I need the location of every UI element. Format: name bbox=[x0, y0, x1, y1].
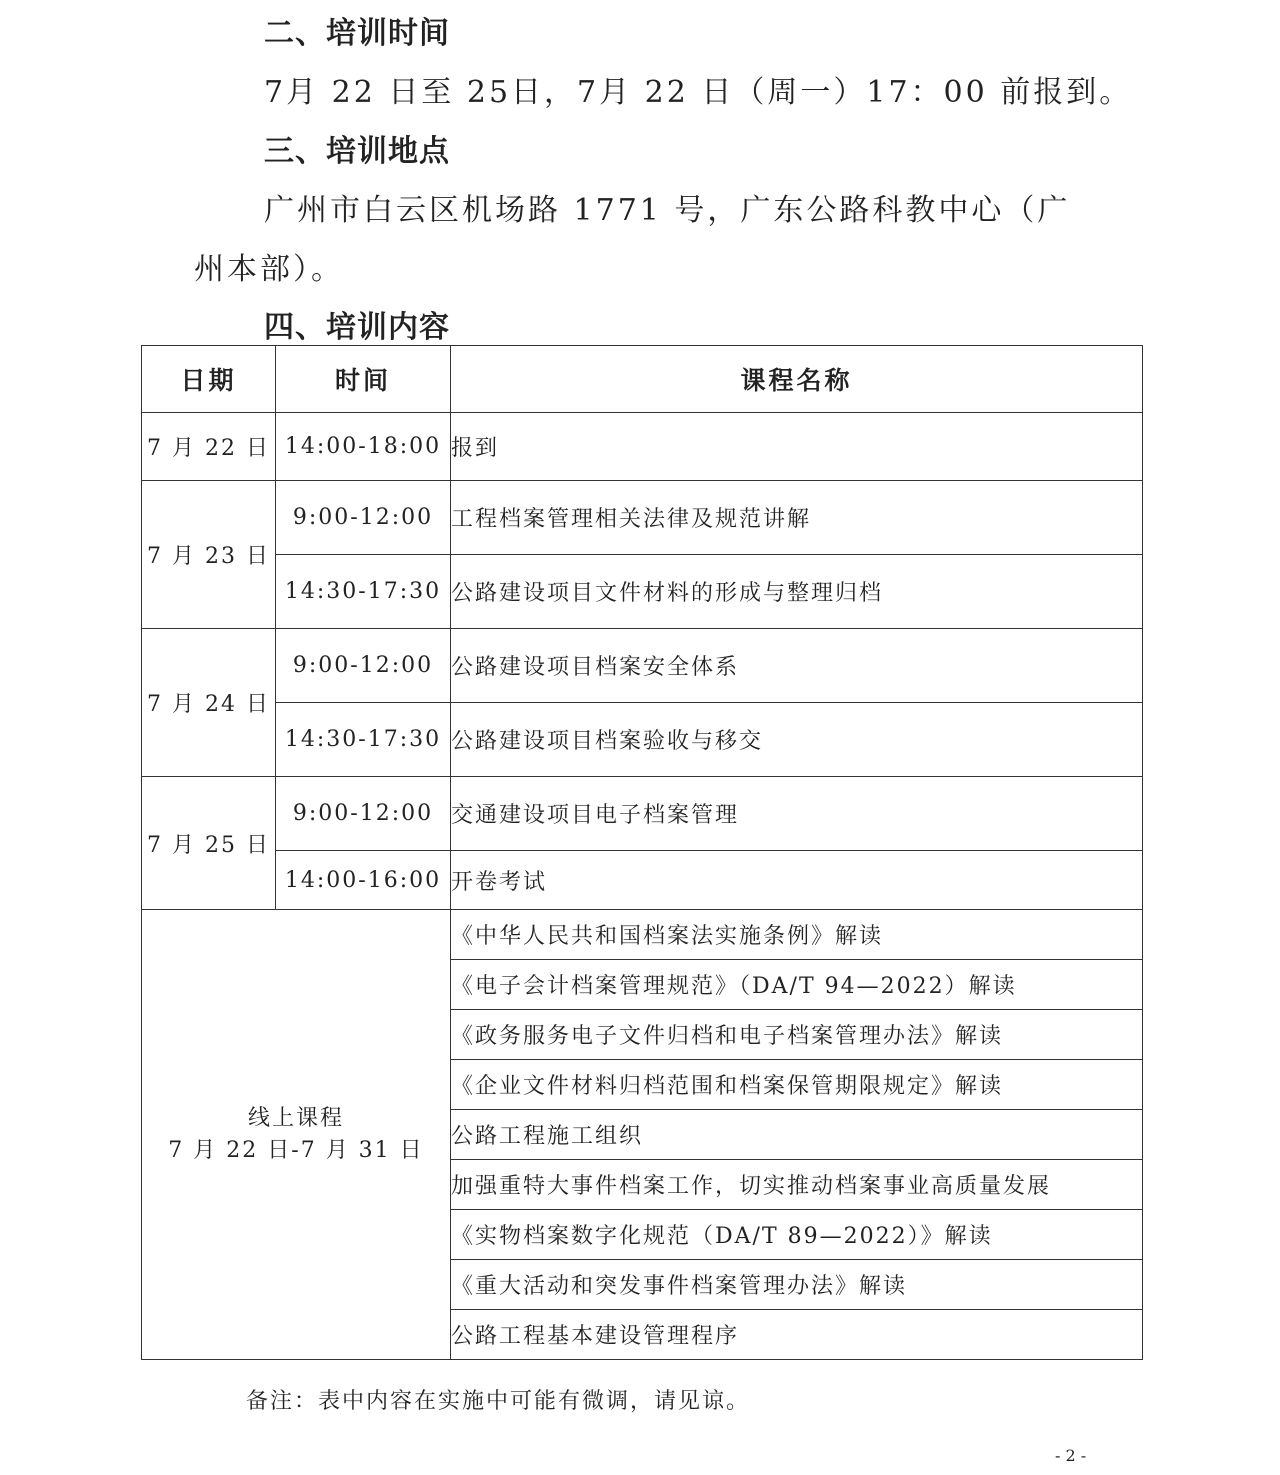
table-row bbox=[142, 413, 1143, 481]
table-row bbox=[142, 481, 1143, 555]
course-cell: 报到 bbox=[451, 413, 1143, 481]
course-cell: 工程档案管理相关法律及规范讲解 bbox=[451, 481, 1143, 555]
table-row bbox=[142, 777, 1143, 851]
date-cell: 7 月 24 日 bbox=[142, 629, 276, 777]
section-3-body-line2: 州本部）。 bbox=[194, 252, 344, 287]
header-time: 时间 bbox=[276, 346, 451, 413]
time-cell: 9:00-12:00 bbox=[276, 629, 451, 703]
course-cell: 交通建设项目电子档案管理 bbox=[451, 777, 1143, 851]
online-course-cell: 公路工程施工组织 bbox=[451, 1110, 1143, 1160]
table-row bbox=[142, 851, 1143, 910]
online-course-cell: 《政务服务电子文件归档和电子档案管理办法》解读 bbox=[451, 1010, 1143, 1060]
online-course-range: 7 月 22 日-7 月 31 日 bbox=[168, 1137, 424, 1163]
date-cell: 7 月 23 日 bbox=[142, 481, 276, 629]
course-cell: 公路建设项目档案安全体系 bbox=[451, 629, 1143, 703]
online-course-cell: 《企业文件材料归档范围和档案保管期限规定》解读 bbox=[451, 1060, 1143, 1110]
table-row bbox=[142, 910, 1143, 960]
time-cell: 9:00-12:00 bbox=[276, 481, 451, 555]
table-row bbox=[142, 629, 1143, 703]
training-schedule-table bbox=[141, 345, 1143, 1360]
online-course-cell: 公路工程基本建设管理程序 bbox=[451, 1310, 1143, 1360]
online-course-cell: 《电子会计档案管理规范》（DA/T 94—2022）解读 bbox=[451, 960, 1143, 1010]
date-cell: 7 月 25 日 bbox=[142, 777, 276, 910]
section-2-title: 二、培训时间 bbox=[264, 16, 450, 51]
online-course-cell: 《实物档案数字化规范（DA/T 89—2022）》解读 bbox=[451, 1210, 1143, 1260]
course-cell: 公路建设项目文件材料的形成与整理归档 bbox=[451, 555, 1143, 629]
time-cell: 14:00-18:00 bbox=[276, 413, 451, 481]
time-cell: 14:00-16:00 bbox=[276, 851, 451, 910]
remark-note: 备注：表中内容在实施中可能有微调，请见谅。 bbox=[246, 1389, 751, 1414]
date-cell: 7 月 22 日 bbox=[142, 413, 276, 481]
section-4-title: 四、培训内容 bbox=[264, 310, 450, 345]
section-3-title: 三、培训地点 bbox=[264, 134, 450, 169]
time-cell: 14:30-17:30 bbox=[276, 555, 451, 629]
header-course: 课程名称 bbox=[451, 346, 1143, 413]
online-course-cell: 加强重特大事件档案工作，切实推动档案事业高质量发展 bbox=[451, 1160, 1143, 1210]
table-row bbox=[142, 703, 1143, 777]
table-row bbox=[142, 555, 1143, 629]
course-cell: 公路建设项目档案验收与移交 bbox=[451, 703, 1143, 777]
time-cell: 14:30-17:30 bbox=[276, 703, 451, 777]
time-cell: 9:00-12:00 bbox=[276, 777, 451, 851]
header-date: 日期 bbox=[142, 346, 276, 413]
section-2-body: 7月 22 日至 25日，7月 22 日（周一）17：00 前报到。 bbox=[264, 75, 1133, 110]
online-course-cell: 《重大活动和突发事件档案管理办法》解读 bbox=[451, 1260, 1143, 1310]
page-number: - 2 - bbox=[1055, 1446, 1087, 1465]
online-course-date-cell bbox=[142, 910, 451, 1360]
course-cell: 开卷考试 bbox=[451, 851, 1143, 910]
section-3-body-line1: 广州市白云区机场路 1771 号，广东公路科教中心（广 bbox=[264, 193, 1071, 228]
online-course-cell: 《中华人民共和国档案法实施条例》解读 bbox=[451, 910, 1143, 960]
online-course-label: 线上课程 bbox=[247, 1105, 344, 1131]
